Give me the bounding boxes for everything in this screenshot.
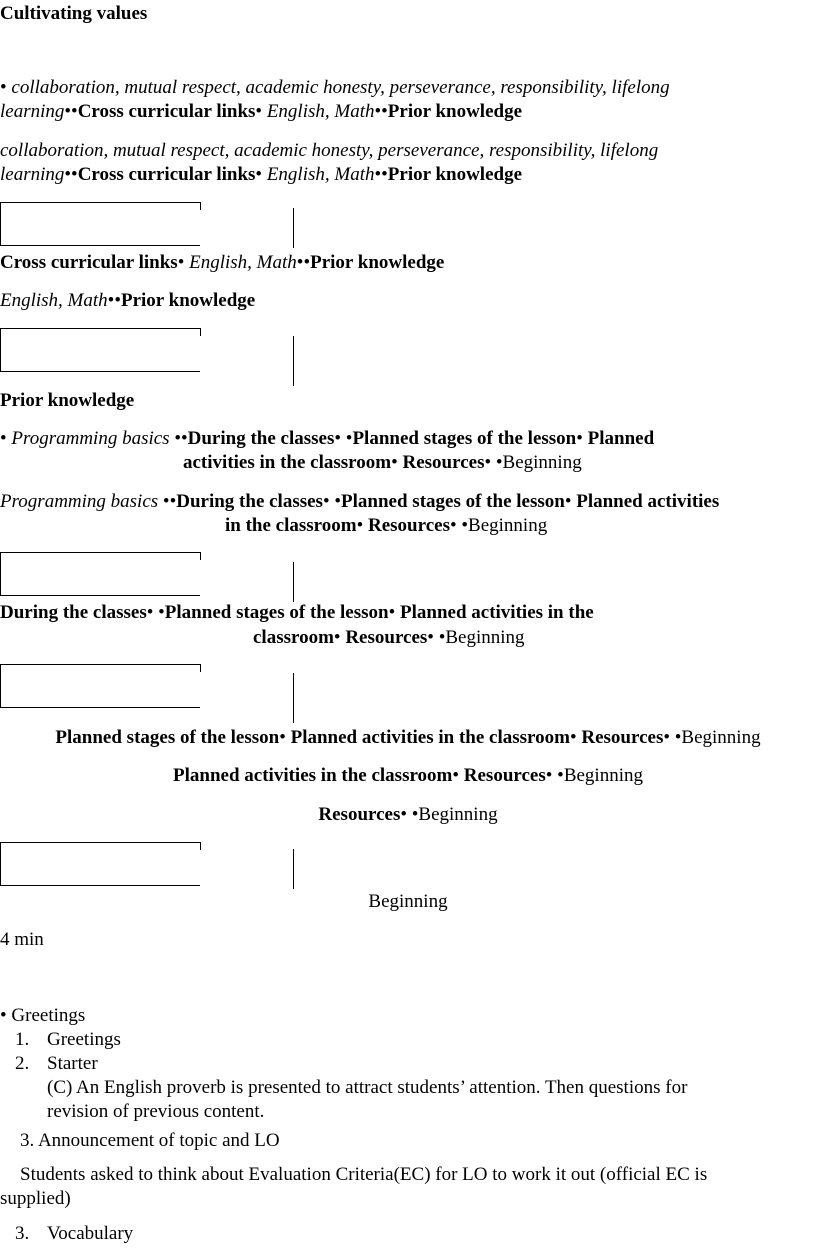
prior-line: • Programming basics ••During the classes• •Planned stages of the lesson• Planned: [0, 428, 655, 449]
table-cell-frame: [0, 664, 200, 708]
table-cell-frame: [0, 552, 200, 596]
values-line-cont: learning••Cross curricular links• English, Math••Prior knowledge: [0, 101, 523, 122]
prior-value-line: Programming basics ••During the classes• •Planned stages of the lesson• Planned activities: [0, 491, 720, 512]
starter-description-cont: revision of previous content.: [47, 1101, 265, 1122]
table-divider: [293, 849, 294, 889]
table-divider: [293, 208, 294, 248]
table-cell-frame: [0, 842, 200, 886]
during-line: During the classes• •Planned stages of the lesson• Planned activities in the: [0, 602, 594, 623]
prior-value-line-cont: in the classroom• Resources• •Beginning: [225, 515, 548, 536]
ec-paragraph-cont: supplied): [0, 1188, 71, 1209]
planned-activities-line: Planned activities in the classroom• Resources• •Beginning: [173, 765, 643, 786]
table-divider: [293, 673, 294, 723]
list-item: Greetings: [47, 1029, 121, 1050]
list-item: Vocabulary: [47, 1223, 134, 1244]
list-item: Starter: [47, 1053, 98, 1074]
ec-paragraph: Students asked to think about Evaluation Criteria(EC) for LO to work it out (official EC is: [20, 1164, 708, 1185]
list-item-number: 1.: [15, 1029, 30, 1050]
table-divider: [293, 336, 294, 386]
prior-knowledge-heading: Prior knowledge: [0, 390, 135, 411]
list-item-number: 3.: [15, 1223, 30, 1244]
list-item-number: 2.: [15, 1053, 30, 1074]
cross-curricular-line: Cross curricular links• English, Math••Prior knowledge: [0, 252, 445, 273]
beginning-line: Beginning: [368, 891, 448, 912]
greetings-bullet: • Greetings: [0, 1005, 86, 1026]
values-line: • collaboration, mutual respect, academic honesty, perseverance, responsibility, lifelong: [0, 77, 670, 98]
starter-description: (C) An English proverb is presented to attract students’ attention. Then questions for: [47, 1077, 688, 1098]
values-line-2-cont: learning••Cross curricular links• English, Math••Prior knowledge: [0, 164, 523, 185]
table-divider: [293, 562, 294, 602]
during-line-cont: classroom• Resources• •Beginning: [253, 627, 525, 648]
resources-line: Resources• •Beginning: [318, 804, 498, 825]
cross-value-line: English, Math••Prior knowledge: [0, 290, 256, 311]
table-cell-frame: [0, 202, 200, 246]
prior-line-cont: activities in the classroom• Resources• •Beginning: [183, 452, 582, 473]
values-line-2: collaboration, mutual respect, academic honesty, perseverance, responsibility, lifelong: [0, 140, 659, 161]
table-cell-frame: [0, 328, 200, 372]
duration: 4 min: [0, 929, 44, 950]
section-heading: Cultivating values: [0, 3, 148, 24]
planned-stages-line: Planned stages of the lesson• Planned activities in the classroom• Resources• •Beginning: [55, 727, 761, 748]
list-item: 3. Announcement of topic and LO: [20, 1130, 280, 1151]
